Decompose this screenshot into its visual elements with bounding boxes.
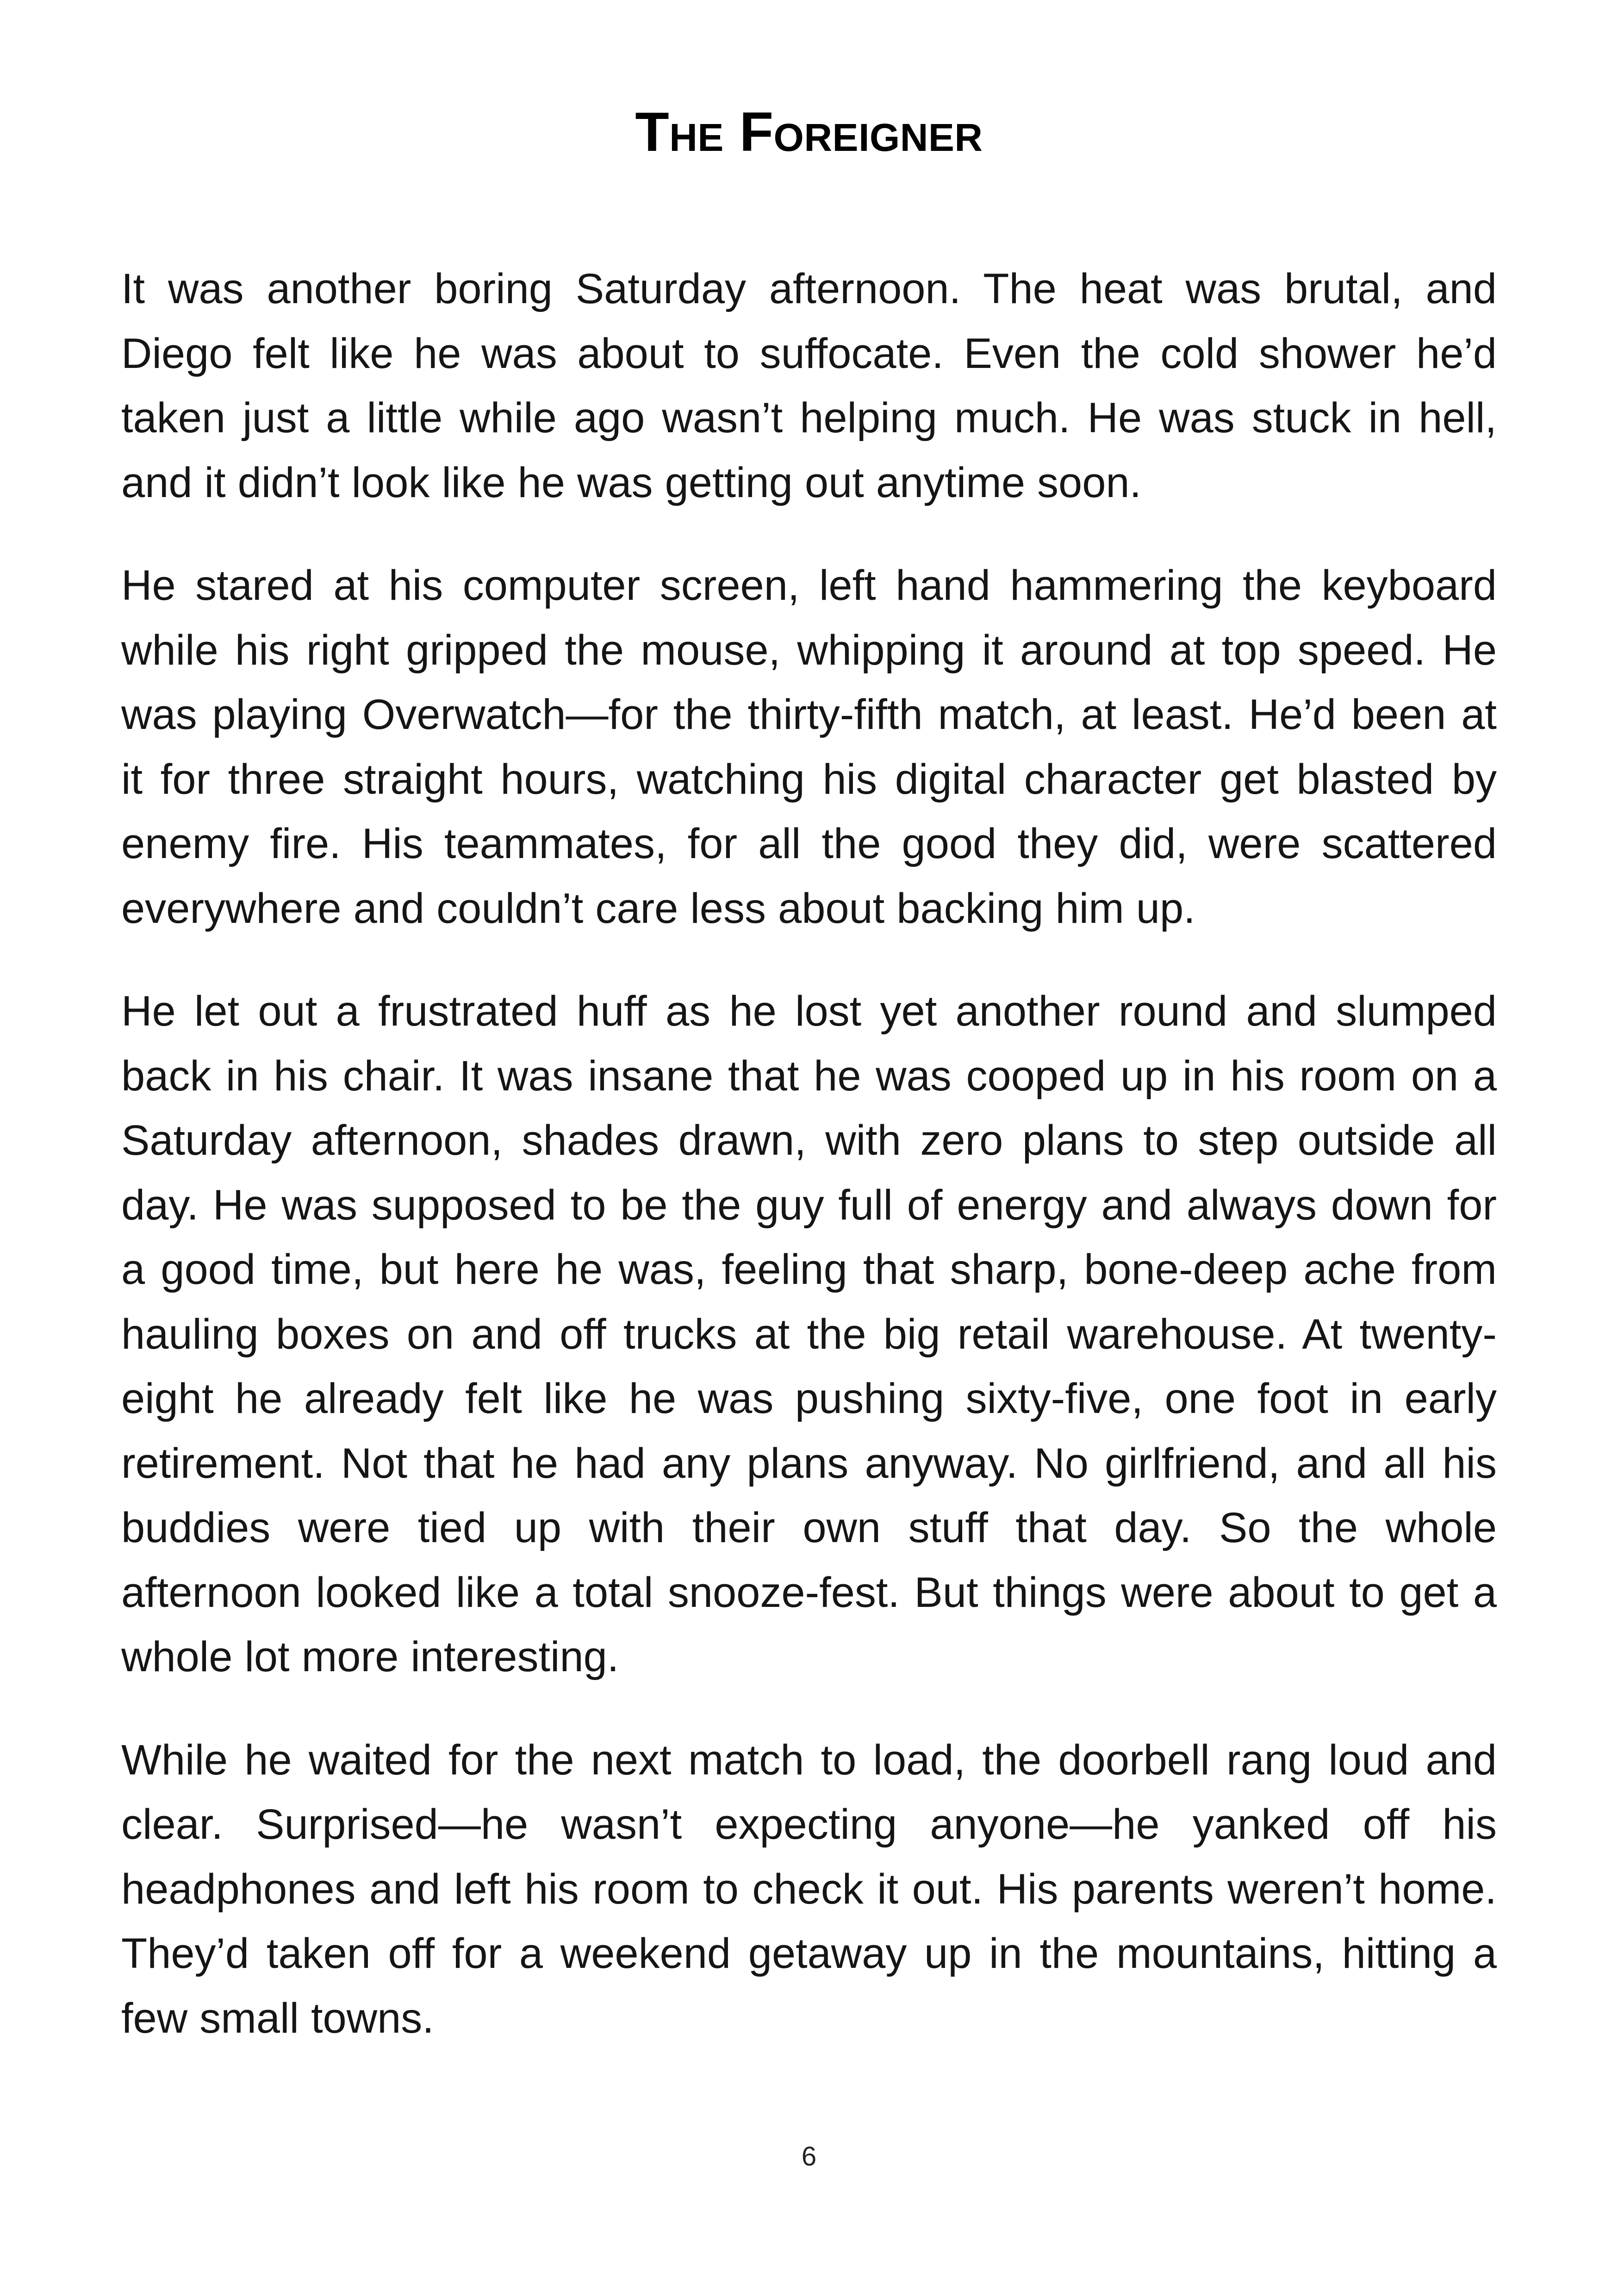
chapter-body xyxy=(121,257,1497,2089)
paragraph-4: While he waited for the next match to load, the doorbell rang loud and clear. Surprised—he wasn’t expecting anyone—he yanked off his headphones and left his room to check it out. His parents weren’t home. They’d taken off for a weekend getaway up in the mountains, hitting a few small towns. xyxy=(121,1736,1497,2042)
paragraph-2: He stared at his computer screen, left hand hammering the keyboard while his right gripped the mouse, whipping it around at top speed. He was playing Overwatch—for the thirty-fifth match, at least. He’d been at it for three straight hours, watching his digital character get blasted by enemy fire. His teammates, for all the good they did, were scattered everywhere and couldn’t care less about backing him up. xyxy=(121,562,1497,932)
paragraph-1: It was another boring Saturday afternoon. The heat was brutal, and Diego felt like he was about to suffocate. Even the cold shower he’d taken just a little while ago wasn’t helping much. He was stuck in hell, and it didn’t look like he was getting out anytime soon. xyxy=(121,265,1497,506)
chapter-title: The Foreigner xyxy=(635,101,983,163)
paragraph-3: He let out a frustrated huff as he lost yet another round and slumped back in his chair. It was insane that he was cooped up in his room on a Saturday afternoon, shades drawn, with zero plans to step outside all day. He was supposed to be the guy full of energy and always down for a good time, but here he was, feeling that sharp, bone-deep ache from hauling boxes on and off trucks at the big retail warehouse. At twenty-eight he already felt like he was pushing sixty-five, one foot in early retirement. Not that he had any plans anyway. No girlfriend, and all his buddies were tied up with their own stuff that day. So the whole afternoon looked like a total snooze-fest. But things were about to get a whole lot more interesting. xyxy=(121,988,1497,1680)
page-number: 6 xyxy=(801,2141,817,2172)
